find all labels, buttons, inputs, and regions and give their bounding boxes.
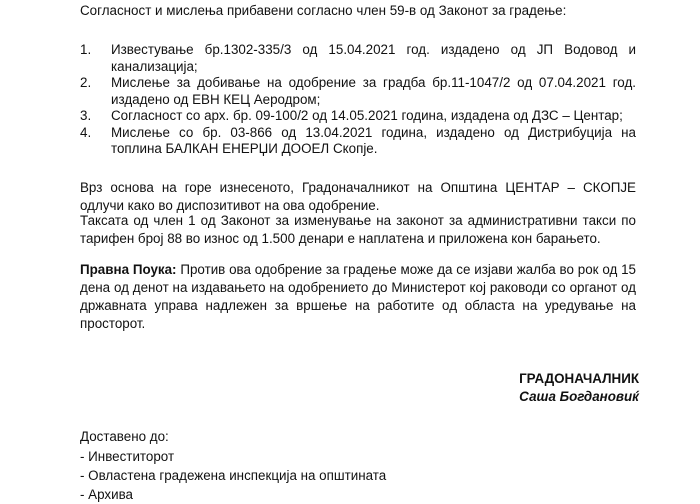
list-item-text: Мислење со бр. 03-866 од 13.04.2021 година, издадено од Дистрибуција на топлина БАЛКАН ЕНЕРЏИ ДООЕЛ Скопје. — [111, 124, 636, 156]
list-item: - Инвеститорот — [80, 449, 175, 464]
delivered-list — [80, 447, 636, 504]
list-item-text: Согласност со арх. бр. 09-100/2 од 14.05.2021 година, издадена од ДЗС – Центар; — [111, 108, 623, 123]
consents-list — [80, 42, 636, 158]
list-item: - Архива — [80, 487, 133, 502]
list-item-text: Мислење за добивање на одобрение за градба бр.11-1047/2 од 07.04.2021 год. издадено од ЕВН КЕЦ Аеродром; — [111, 75, 636, 107]
legal-notice-paragraph — [80, 261, 636, 333]
decision-paragraph: Врз основа на горе изнесеното, Градоначалникот на Општина ЦЕНТАР – СКОПЈЕ одлучи како во диспозитивот на ова одобрение. — [80, 180, 636, 213]
delivered-heading: Доставено до: — [80, 429, 169, 444]
list-item-text: Известување бр.1302-335/3 од 15.04.2021 год. издадено од ЈП Водовод и канализација; — [111, 42, 636, 74]
legal-notice-text: Против ова одобрение за градење може да се изјави жалба во рок од 15 дена од денот на издавањето на одобрението до Министерот кој раководи со органот од државната управа надлежен за вршење на работите од областа на уредување на просторот. — [80, 262, 637, 331]
delivered-to-section — [80, 427, 636, 504]
list-item-number: 4. — [80, 124, 92, 140]
signature-name: Саша Богдановиќ — [519, 389, 639, 404]
list-item-number: 1. — [80, 42, 92, 57]
list-item — [80, 108, 636, 125]
consents-intro: Согласност и мислења прибавени согласно член 59-в од Законот за градење: — [80, 3, 567, 18]
list-item — [80, 75, 636, 108]
list-item: - Овластена градежена инспекција на општината — [80, 468, 387, 483]
list-item-number: 3. — [80, 108, 92, 123]
list-item — [80, 125, 636, 158]
signature-title: ГРАДОНАЧАЛНИК — [519, 371, 639, 386]
fee-paragraph: Таксата од член 1 од Законот за изменување на законот за административни такси по тарифен број 88 во износ од 1.500 денари е наплатена и приложена кон барањето. — [80, 213, 636, 246]
list-item-number: 2. — [80, 75, 92, 90]
list-item — [80, 42, 636, 75]
signature-block — [519, 370, 639, 406]
legal-notice-lead: Правна Поука: — [80, 262, 177, 277]
